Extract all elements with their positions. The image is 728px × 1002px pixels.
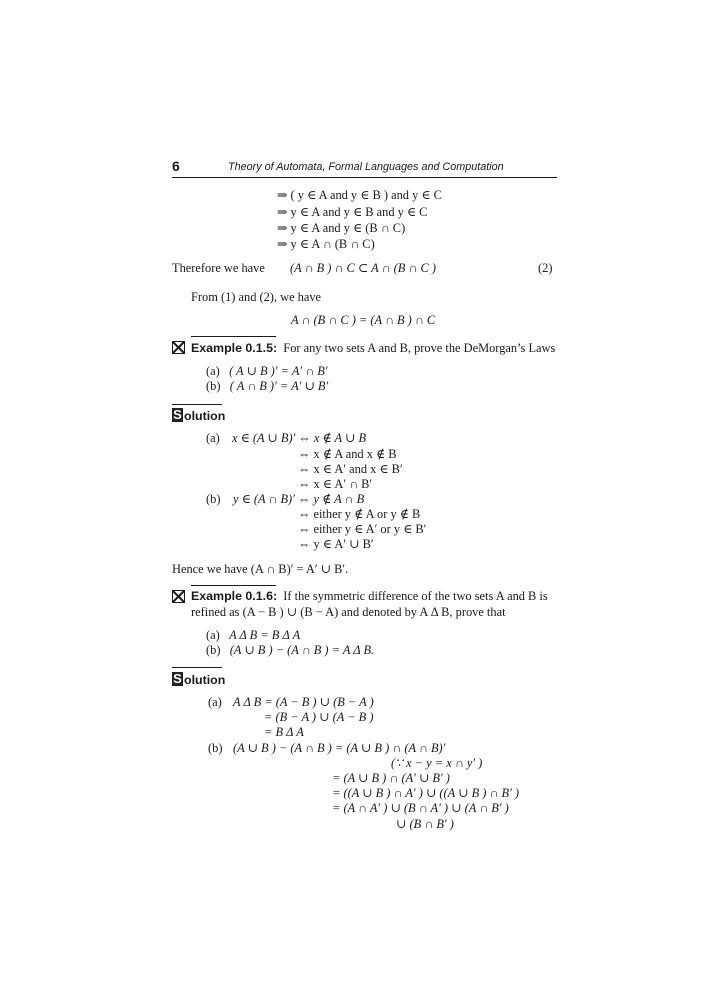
example-item [206,365,328,377]
solution-rule [172,404,222,405]
solution-line: = (A ∪ B ) ∩ (A′ ∪ B′ ) [332,771,450,785]
solution-line: y ∈ (A ∩ B)′ ⇔ y ∉ A ∩ B [233,492,365,506]
item-tag: (a) [206,628,220,642]
solution-line: ⇔ x ∈ A′ ∩ B′ [298,477,373,491]
solution-line: A Δ B = (A − B ) ∪ (B − A ) [233,695,374,709]
solution-heading: olution [184,409,226,423]
solution-tag: (b) [206,492,221,506]
solution-line: ⇔ either y ∉ A or y ∉ B [298,507,421,521]
running-title: Theory of Automata, Formal Languages and Computation [228,161,504,173]
item-expression: ( A ∪ B )′ = A′ ∩ B′ [229,364,328,378]
solution-line: ⇔ x ∈ A′ and x ∈ B′ [298,462,403,476]
example-marker-icon [172,590,185,603]
from-text: From (1) and (2), we have [191,290,322,304]
page-number: 6 [172,158,180,174]
solution-initial: S [173,407,182,422]
item-tag: (b) [206,643,221,657]
item-tag: (a) [206,364,220,378]
solution-heading: olution [184,673,226,687]
example-statement-continued: refined as (A − B ) ∪ (B − A) and denoted by A Δ B, prove that [191,605,506,619]
solution-line: ⇔ either y ∈ A′ or y ∈ B′ [298,522,427,536]
solution-line: = (B − A ) ∪ (A − B ) [264,710,374,724]
example-rule [191,585,276,586]
solution-tag: (a) [208,695,222,709]
solution-line: = ((A ∪ B ) ∩ A′ ) ∪ ((A ∪ B ) ∩ B′ ) [332,786,520,800]
solution-line: ⇔ x ∉ A and x ∉ B [298,447,397,461]
result-expression: A ∩ (B ∩ C ) = (A ∩ B ) ∩ C [291,313,436,327]
item-expression: A Δ B = B Δ A [229,628,301,642]
example-item [206,644,374,656]
solution-rule [172,667,222,668]
header-rule [172,177,557,178]
solution-line: ⇔ y ∈ A′ ∪ B′ [298,537,374,551]
solution-note: (∵ x − y = x ∩ y′ ) [391,756,483,770]
therefore-expression: (A ∩ B ) ∩ C ⊂ A ∩ (B ∩ C ) [290,261,436,275]
example-heading [191,590,548,602]
proof-line: ⇒ ( y ∈ A and y ∈ B ) and y ∈ C [277,188,442,202]
proof-line: ⇒ y ∈ A ∩ (B ∩ C) [277,237,375,251]
solution-line: x ∈ (A ∪ B)′ ⇔ x ∉ A ∪ B [232,431,367,445]
solution-line: = (A ∩ A′ ) ∪ (B ∩ A′ ) ∪ (A ∩ B′ ) [332,801,509,815]
example-label: Example 0.1.6: [191,589,278,603]
example-item [206,380,328,392]
item-tag: (b) [206,379,221,393]
solution-tag: (a) [206,431,220,445]
example-marker-icon [172,341,185,354]
proof-line: ⇒ y ∈ A and y ∈ (B ∩ C) [277,221,406,235]
example-statement: If the symmetric difference of the two sets A and B is [283,589,548,603]
solution-line: = B Δ A [264,725,304,739]
example-statement: For any two sets A and B, prove the DeMorgan’s Laws [283,341,556,355]
equation-number: (2) [538,261,553,275]
solution-conclusion: Hence we have (A ∩ B)′ = A′ ∪ B′. [172,562,349,576]
example-item [206,629,300,641]
solution-tag: (b) [208,741,223,755]
solution-line: ∪ (B ∩ B′ ) [396,817,454,831]
item-expression: ( A ∩ B )′ = A′ ∪ B′ [229,379,329,393]
solution-initial: S [173,671,182,686]
item-expression: (A ∪ B ) − (A ∩ B ) = A Δ B. [229,643,375,657]
example-rule [191,336,276,337]
solution-line: (A ∪ B ) − (A ∩ B ) = (A ∪ B ) ∩ (A ∩ B)′ [233,741,446,755]
therefore-label: Therefore we have [172,261,265,275]
proof-line: ⇒ y ∈ A and y ∈ B and y ∈ C [277,205,428,219]
example-label: Example 0.1.5: [191,341,278,355]
example-heading [191,342,555,354]
